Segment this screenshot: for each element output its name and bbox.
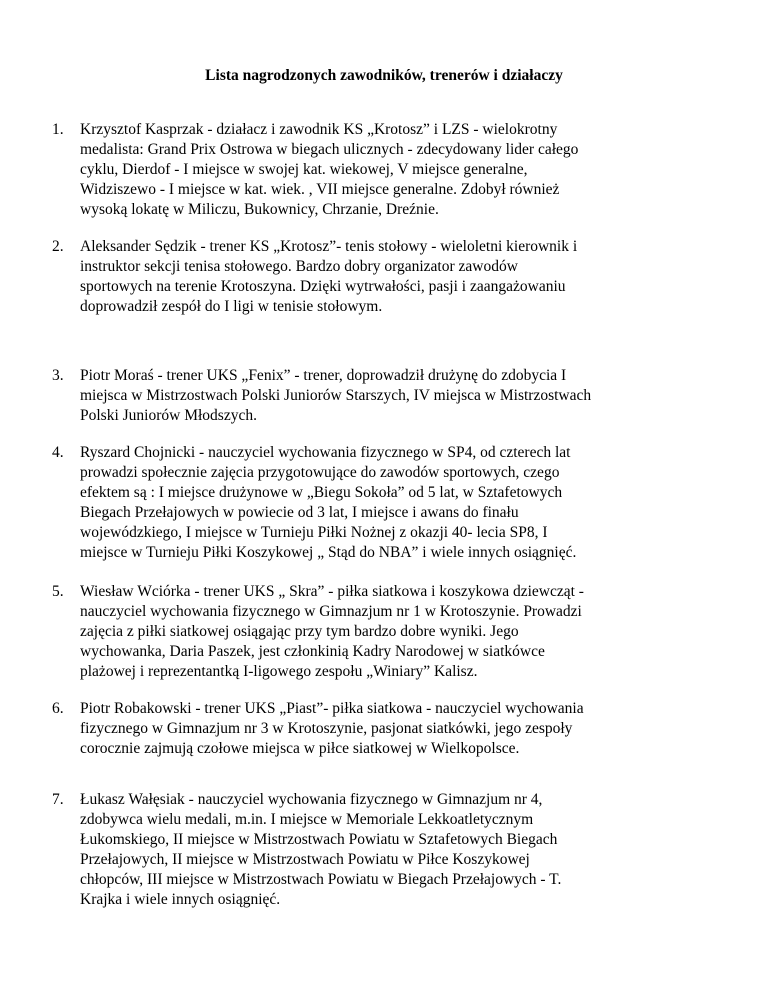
list-item-text-line: miejsca w Mistrzostwach Polski Juniorów Starszych, IV miejsca w Mistrzostwach [80, 387, 592, 404]
list-item-7 [52, 790, 720, 910]
list-item-2 [52, 237, 720, 317]
list-item-text-line: corocznie zajmują czołowe miejsca w piłce siatkowej w Wielkopolsce. [80, 740, 520, 757]
list-item-1 [52, 120, 720, 220]
list-item-text-line: Piotr Moraś - trener UKS „Fenix” - trener, doprowadził drużynę do zdobycia I [80, 367, 567, 384]
list-item-text-line: Krzysztof Kasprzak - działacz i zawodnik KS „Krotosz” i LZS - wielokrotny [80, 121, 558, 138]
list-item-text-line: medalista: Grand Prix Ostrowa w biegach ulicznych - zdecydowany lider całego [80, 141, 579, 158]
list-item-text-line: Wiesław Wciórka - trener UKS „ Skra” - piłka siatkowa i koszykowa dziewcząt - [80, 583, 584, 600]
list-number: 6. [52, 700, 64, 717]
list-number: 4. [52, 444, 64, 461]
list-number: 7. [52, 791, 64, 808]
list-number: 5. [52, 583, 64, 600]
list-item-text-line: wychowanka, Daria Paszek, jest członkinią Kadry Narodowej w siatkówce [80, 643, 545, 660]
list-item-4 [52, 443, 720, 563]
list-item-text-line: nauczyciel wychowania fizycznego w Gimnazjum nr 1 w Krotoszynie. Prowadzi [80, 603, 582, 620]
list-item-text-line: zajęcia z piłki siatkowej osiągając przy tym bardzo dobre wyniki. Jego [80, 623, 519, 640]
list-item-text-line: instruktor sekcji tenisa stołowego. Bardzo dobry organizator zawodów [80, 258, 518, 275]
list-item-text-line: zdobywca wielu medali, m.in. I miejsce w Memoriale Lekkoatletycznym [80, 811, 534, 828]
list-item-text-line: Piotr Robakowski - trener UKS „Piast”- piłka siatkowa - nauczyciel wychowania [80, 700, 584, 717]
list-number: 2. [52, 238, 64, 255]
list-item-text-line: Aleksander Sędzik - trener KS „Krotosz”- tenis stołowy - wieloletni kierownik i [80, 238, 578, 255]
document-title: Lista nagrodzonych zawodników, trenerów i działaczy [205, 67, 563, 84]
list-item-3 [52, 366, 720, 426]
list-item-text-line: sportowych na terenie Krotoszyna. Dzięki wytrwałości, pasji i zaangażowaniu [80, 278, 566, 295]
list-item-text-line: cyklu, Dierdof - I miejsce w swojej kat. wiekowej, V miejsce generalne, [80, 161, 528, 178]
list-item-text-line: wysoką lokatę w Miliczu, Bukownicy, Chrzanie, Dreźnie. [80, 201, 439, 218]
list-item-text-line: chłopców, III miejsce w Mistrzostwach Powiatu w Biegach Przełajowych - T. [80, 871, 562, 888]
list-item-text-line: doprowadził zespół do I ligi w tenisie stołowym. [80, 298, 383, 315]
list-item-text-line: prowadzi społecznie zajęcia przygotowujące do zawodów sportowych, czego [80, 464, 560, 481]
list-item-5 [52, 582, 720, 682]
list-number: 1. [52, 121, 64, 138]
list-item-text-line: Widziszewo - I miejsce w kat. wiek. , VII miejsce generalne. Zdobył również [80, 181, 560, 198]
list-item-text-line: plażowej i reprezentantką I-ligowego zespołu „Winiary” Kalisz. [80, 663, 478, 680]
list-item-text-line: efektem są : I miejsce drużynowe w „Biegu Sokoła” od 5 lat, w Sztafetowych [80, 484, 563, 501]
list-item-text-line: Biegach Przełajowych w powiecie od 3 lat, I miejsce i awans do finału [80, 504, 519, 521]
list-item-text-line: Przełajowych, II miejsce w Mistrzostwach Powiatu w Piłce Koszykowej [80, 851, 530, 868]
list-item-text-line: miejsce w Turnieju Piłki Koszykowej „ Stąd do NBA” i wiele innych osiągnięć. [80, 544, 577, 561]
list-number: 3. [52, 367, 64, 384]
list-item-text-line: wojewódzkiego, I miejsce w Turnieju Piłki Nożnej z okazji 40- lecia SP8, I [80, 524, 548, 541]
list-item-6 [52, 699, 720, 759]
list-item-text-line: Łukasz Wałęsiak - nauczyciel wychowania fizycznego w Gimnazjum nr 4, [80, 791, 543, 808]
list-item-text-line: Krajka i wiele innych osiągnięć. [80, 891, 281, 908]
list-item-text-line: Łukomskiego, II miejsce w Mistrzostwach Powiatu w Sztafetowych Biegach [80, 831, 558, 848]
list-item-text-line: Polski Juniorów Młodszych. [80, 407, 257, 424]
list-item-text-line: fizycznego w Gimnazjum nr 3 w Krotoszynie, pasjonat siatkówki, jego zespoły [80, 720, 573, 737]
list-item-text-line: Ryszard Chojnicki - nauczyciel wychowania fizycznego w SP4, od czterech lat [80, 444, 571, 461]
